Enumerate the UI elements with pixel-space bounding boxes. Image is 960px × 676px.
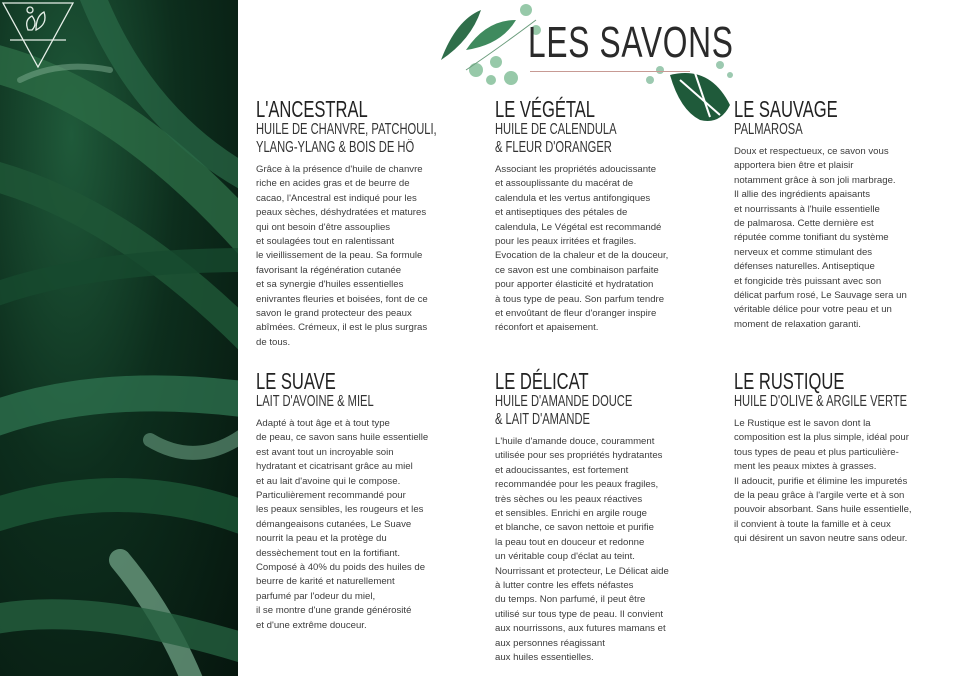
description-line: composition est la plus simple, idéal pour [734,432,909,444]
description-line: le vieillissement de la peau. Sa formule [256,250,423,262]
soap-description [256,163,486,350]
description-line: nourrit la peau et la protège du [256,533,387,545]
soap-section-ancestral [256,97,486,350]
description-line: de la peau grâce à l'argile verte et à son [734,490,905,502]
soap-ingredients: HUILE DE CHANVRE, PATCHOULI, [256,121,437,138]
soap-ingredients: LAIT D'AVOINE & MIEL [256,393,374,410]
description-line: et d'une extrême douceur. [256,619,367,631]
description-line: parfumé par l'odeur du miel, [256,590,376,602]
description-line: défenses naturelles. Antiseptique [734,261,875,273]
description-line: de peau, ce savon sans huile essentielle [256,432,429,444]
description-line: pour apporter élasticité et hydratation [495,279,654,291]
description-line: qui ont besoin d'être assouplies [256,221,391,233]
description-line: tous types de peau et plus particulière- [734,446,899,458]
soap-description [495,163,725,336]
description-line: savon le grand protecteur des peaux [256,308,412,320]
description-line: réputée comme tonifiant du système [734,232,889,244]
description-line: de tous. [256,336,291,348]
soap-section-rustique [734,369,960,547]
description-line: et assouplissante du macérat de [495,178,634,190]
description-line: à tous type de peau. Son parfum tendre [495,293,665,305]
description-line: utilisée pour ses propriétés hydratantes [495,450,663,462]
soap-ingredients: & LAIT D'AMANDE [495,411,590,428]
description-line: et nourrissants à l'huile essentielle [734,203,880,215]
leaf-photo [0,0,238,676]
description-line: Particulièrement recommandé pour [256,490,406,502]
description-line: il se montre d'une grande générosité [256,605,412,617]
soap-name: LE SUAVE [256,368,336,394]
description-line: démangeaisons cutanées, Le Suave [256,518,412,530]
soap-name: LE SAUVAGE [734,96,838,122]
description-line: à lutter contre les effets néfastes [495,580,634,592]
description-line: recommandée pour les peaux fragiles, [495,479,659,491]
description-line: et adoucissantes, est fortement [495,464,629,476]
soap-ingredients: YLANG-YLANG & BOIS DE HÔ [256,139,415,156]
description-line: pouvoir absorbant. Sans huile essentielle, [734,504,912,516]
description-line: et fongicide très puissant avec son [734,275,882,287]
description-line: Associant les propriétés adoucissante [495,164,657,175]
description-line: utilisé sur tous type de peau. Il convient [495,608,663,620]
soap-description [734,145,960,332]
soap-ingredients: PALMAROSA [734,121,803,138]
description-line: de palmarosa. Cette dernière est [734,218,874,230]
description-line: aux nourrissons, aux futures mamans et [495,623,666,635]
description-line: riche en acides gras et de beurre de [256,178,410,190]
description-line: dessèchement tout en la fortifiant. [256,547,400,559]
description-line: Il adoucit, purifie et élimine les impuretés [734,475,908,487]
description-line: abîmées. Crémeux, il est le plus surgras [256,322,428,334]
description-line: et blanche, ce savon nettoie et purifie [495,522,654,534]
description-line: hydratant et cicatrisant grâce au miel [256,461,413,473]
description-line: ment les peaux mixtes à grasses. [734,461,877,473]
description-line: et envoûtant de fleur d'oranger inspire [495,308,657,320]
description-line: véritable délice pour votre peau et un [734,304,892,316]
description-line: Doux et respectueux, ce savon vous [734,146,889,157]
description-line: peaux sèches, déshydratées et matures [256,207,427,219]
description-line: Adapté à tout âge et à tout type [256,418,390,429]
description-line: les peaux sensibles, les rougeurs et les [256,504,424,516]
description-line: Grâce à la présence d'huile de chanvre [256,164,423,175]
description-line: un véritable coup d'éclat au teint. [495,551,635,563]
description-line: ce savon est une combinaison parfaite [495,264,659,276]
description-line: favorisant la régénération cutanée [256,264,402,276]
description-line: et au lait d'avoine qui le compose. [256,475,401,487]
soap-ingredients: HUILE D'OLIVE & ARGILE VERTE [734,393,908,410]
description-line: beurre de karité et naturellement [256,576,395,588]
description-line: Nourrissant et protecteur, Le Délicat aide [495,565,669,577]
description-line: notamment grâce à son joli marbrage. [734,174,896,186]
description-line: et sensibles. Enrichi en argile rouge [495,508,647,520]
description-line: et soulagées tout en ralentissant [256,236,395,248]
soap-description [495,435,725,666]
soap-name: LE RUSTIQUE [734,368,845,394]
soap-section-sauvage [734,97,960,332]
description-line: nerveux et comme stimulant des [734,246,873,258]
description-line: et sa synergie d'huiles essentielles [256,279,404,291]
page-title: LES SAVONS [528,18,734,67]
description-line: calendula, Le Végétal est recommandé [495,221,662,233]
description-line: et antiseptiques des pétales de [495,207,628,219]
description-line: Il allie des ingrédients apaisants [734,189,870,201]
soap-ingredients: HUILE DE CALENDULA [495,121,617,138]
description-line: réconfort et apaisement. [495,322,599,334]
description-line: calendula et les vertus antifongiques [495,192,651,204]
description-line: il convient à toute la famille et à ceux [734,518,891,530]
description-line: apportera bien être et plaisir [734,160,854,172]
description-line: moment de relaxation garanti. [734,318,861,330]
soap-name: L'ANCESTRAL [256,96,368,122]
description-line: enivrantes fleuries et boisées, font de ce [256,293,428,305]
description-line: aux huiles essentielles. [495,652,594,664]
soap-description [734,417,960,547]
description-line: la peau tout en douceur et redonne [495,536,645,548]
description-line: Composé à 40% du poids des huiles de [256,562,426,574]
leaf-photo-panel [0,0,238,676]
leaf-triangle-logo-icon [0,0,76,70]
description-line: très sèches ou les peaux réactives [495,493,643,505]
description-line: Evocation de la chaleur et de la douceur, [495,250,669,262]
soap-ingredients: HUILE D'AMANDE DOUCE [495,393,633,410]
soap-section-delicat [495,369,725,666]
description-line: du temps. Non parfumé, il peut être [495,594,646,606]
description-line: pour les peaux irritées et fragiles. [495,236,637,248]
description-line: est avant tout un incroyable soin [256,446,394,458]
soap-name: LE DÉLICAT [495,368,589,394]
soap-section-vegetal [495,97,725,336]
description-line: aux personnes réagissant [495,637,605,649]
description-line: qui désirent un savon neutre sans odeur. [734,533,908,545]
description-line: L'huile d'amande douce, couramment [495,436,655,447]
soap-ingredients: & FLEUR D'ORANGER [495,139,612,156]
description-line: délicat parfum rosé, Le Sauvage sera un [734,290,907,302]
soap-description [256,417,486,633]
soap-section-suave [256,369,486,633]
description-line: Le Rustique est le savon dont la [734,418,871,429]
soap-name: LE VÉGÉTAL [495,96,596,122]
title-underline [530,71,690,72]
description-line: cacao, l'Ancestral est indiqué pour les [256,192,417,204]
